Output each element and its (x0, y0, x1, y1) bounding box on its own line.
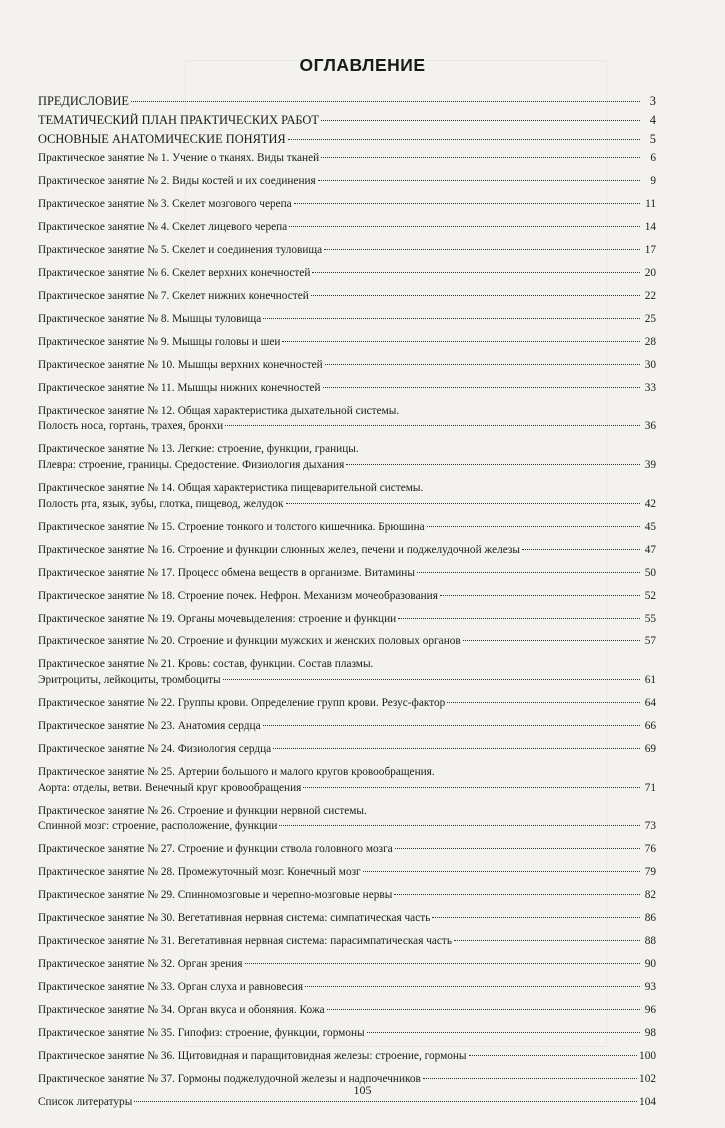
toc-entry-title: ОСНОВНЫЕ АНАТОМИЧЕСКИЕ ПОНЯТИЯ (38, 132, 286, 146)
toc-entry-title: Практическое занятие № 14. Общая характеристика пищеварительной системы. (38, 481, 424, 494)
toc-page-number: 5 (649, 132, 656, 146)
toc-entry-lesson[interactable] (38, 1049, 656, 1065)
dot-leader (288, 138, 640, 140)
toc-entry-title: Практическое занятие № 1. Учение о тканях. Виды тканей (38, 152, 320, 164)
toc-entry-lesson[interactable] (38, 404, 656, 435)
dot-leader (134, 1100, 637, 1102)
toc-entry-title: Практическое занятие № 4. Скелет лицевого черепа (38, 220, 288, 233)
dot-leader (263, 317, 640, 319)
dot-leader (131, 100, 640, 102)
toc-entry-title: Практическое занятие № 12. Общая характеристика дыхательной системы. (38, 404, 400, 417)
toc-page-number: 50 (644, 566, 656, 579)
toc-page-number: 36 (644, 420, 656, 433)
toc-page-number: 17 (644, 243, 656, 256)
toc-entry-lesson[interactable] (38, 566, 656, 582)
dot-leader (323, 386, 640, 388)
toc-entry-title: ПРЕДИСЛОВИЕ (38, 94, 129, 108)
dot-leader (367, 1031, 640, 1033)
toc-page-number: 66 (644, 720, 656, 733)
toc-page-number: 11 (645, 197, 656, 210)
toc-entry-lesson[interactable] (38, 612, 656, 628)
toc-entry-title: Практическое занятие № 25. Артерии большого и малого кругов кровообращения. (38, 766, 435, 778)
toc-page-number: 93 (644, 981, 656, 994)
toc-entry-title: ТЕМАТИЧЕСКИЙ ПЛАН ПРАКТИЧЕСКИХ РАБОТ (38, 113, 319, 127)
toc-entry-lesson[interactable] (38, 842, 656, 858)
toc-entry-title: Практическое занятие № 35. Гипофиз: строение, функции, гормоны (38, 1027, 365, 1040)
toc-entry-lesson[interactable] (38, 742, 656, 758)
toc-entry-title: Практическое занятие № 3. Скелет мозгового черепа (38, 197, 292, 210)
dot-leader (325, 363, 640, 365)
lesson-list (38, 151, 656, 1088)
toc-entry-title: Практическое занятие № 27. Строение и функции ствола головного мозга (38, 843, 393, 856)
toc-entry-lesson[interactable] (38, 243, 656, 259)
toc-entry-title: Плевра: строение, границы. Средостение. Физиология дыхания (38, 459, 345, 471)
dot-leader (432, 916, 640, 918)
dot-leader (303, 786, 640, 788)
toc-page-number: 73 (644, 820, 656, 833)
toc-entry-title: Практическое занятие № 10. Мышцы верхних конечностей (38, 358, 323, 371)
toc-entry-title: Практическое занятие № 7. Скелет нижних конечностей (38, 289, 309, 302)
dot-leader (363, 870, 640, 872)
toc-page-number: 98 (644, 1027, 656, 1040)
toc-entry-title: Практическое занятие № 37. Гормоны поджелудочной железы и надпочечников (38, 1073, 421, 1085)
toc-entry-lesson[interactable] (38, 381, 656, 397)
toc-page-number: 69 (644, 743, 656, 756)
dot-leader (225, 424, 640, 426)
toc-entry-lesson[interactable] (38, 543, 656, 559)
toc-page-number: 33 (644, 381, 656, 394)
toc-page-number: 20 (644, 266, 656, 279)
major-sections (38, 92, 656, 149)
toc-entry-lesson[interactable] (38, 481, 656, 512)
dot-leader (469, 1054, 638, 1056)
toc-entry-title: Практическое занятие № 32. Орган зрения (38, 958, 243, 971)
toc-entry-lesson[interactable] (38, 151, 656, 167)
toc-page-number: 90 (644, 958, 656, 971)
toc-entry-title: Практическое занятие № 28. Промежуточный мозг. Конечный мозг (38, 866, 361, 879)
toc-entry-major[interactable] (38, 111, 656, 130)
dot-leader (312, 271, 640, 273)
toc-entry-title: Практическое занятие № 24. Физиология сердца (38, 743, 272, 756)
toc-page-number: 6 (650, 152, 656, 164)
toc-page-number: 28 (644, 335, 656, 348)
toc-page-number: 55 (644, 612, 656, 625)
toc-page-number: 57 (644, 635, 656, 648)
toc-entry-major[interactable] (38, 130, 656, 149)
toc-entry-title: Практическое занятие № 11. Мышцы нижних конечностей (38, 381, 321, 394)
toc-entry-title: Практическое занятие № 30. Вегетативная нервная система: симпатическая часть (38, 912, 431, 925)
toc-entry-title: Практическое занятие № 33. Орган слуха и равновесия (38, 981, 304, 994)
toc-entry-lesson[interactable] (38, 266, 656, 282)
toc-entry-title: Практическое занятие № 15. Строение тонкого и толстого кишечника. Брюшина (38, 520, 425, 533)
toc-entry-lesson[interactable] (38, 657, 656, 688)
toc-entry-title: Практическое занятие № 36. Щитовидная и паращитовидная железы: строение, гормоны (38, 1050, 467, 1063)
toc-entry-major[interactable] (38, 92, 656, 111)
toc-entry-lesson[interactable] (38, 358, 656, 374)
toc-page-number: 96 (644, 1004, 656, 1017)
dot-leader (324, 248, 640, 250)
dot-leader (417, 571, 640, 573)
toc-page-number: 47 (644, 543, 656, 556)
toc-page-number: 25 (644, 312, 656, 325)
toc-entry-title: Практическое занятие № 23. Анатомия сердца (38, 720, 261, 733)
dot-leader (321, 119, 640, 121)
toc-page-number: 45 (644, 520, 656, 533)
dot-leader (318, 179, 640, 181)
toc-entry-lesson[interactable] (38, 1003, 656, 1019)
toc-entry-title: Практическое занятие № 5. Скелет и соединения туловища (38, 243, 323, 256)
toc-entry-lesson[interactable] (38, 634, 656, 650)
dot-leader (327, 1008, 640, 1010)
toc-entry-title: Практическое занятие № 6. Скелет верхних конечностей (38, 266, 311, 279)
dot-leader (223, 678, 640, 680)
toc-entry-title: Полость рта, язык, зубы, глотка, пищевод, желудок (38, 497, 284, 510)
toc-page-number: 102 (639, 1073, 656, 1085)
toc-entry-lesson[interactable] (38, 220, 656, 236)
toc-page-number: 71 (644, 781, 656, 794)
toc-entry-title: Спинной мозг: строение, расположение, функции (38, 820, 278, 833)
toc-page-number: 42 (644, 497, 656, 510)
toc-entry-title: Практическое занятие № 13. Легкие: строение, функции, границы. (38, 443, 359, 456)
toc-entry-title: Полость носа, гортань, трахея, бронхи (38, 420, 224, 433)
toc-entry-title: Практическое занятие № 20. Строение и функции мужских и женских половых органов (38, 635, 461, 648)
dot-leader (294, 202, 640, 204)
dot-leader (454, 939, 640, 941)
toc-page-number: 9 (650, 174, 656, 187)
toc-page-number: 14 (644, 220, 656, 233)
toc-entry-lesson[interactable] (38, 765, 656, 796)
toc-page-number: 88 (644, 935, 656, 948)
dot-leader (289, 225, 640, 227)
toc-entry-lesson[interactable] (38, 911, 656, 927)
toc-page-number: 64 (644, 697, 656, 710)
toc-entry-lesson[interactable] (38, 174, 656, 190)
toc-entry-title: Практическое занятие № 31. Вегетативная нервная система: парасимпатическая часть (38, 935, 453, 948)
dot-leader (282, 340, 640, 342)
page-title: ОГЛАВЛЕНИЕ (299, 55, 426, 75)
dot-leader (398, 617, 640, 619)
toc-page-number: 52 (644, 589, 656, 602)
dot-leader (263, 724, 640, 726)
toc-entry-lesson[interactable] (38, 1026, 656, 1042)
toc-entry-title: Эритроциты, лейкоциты, тромбоциты (38, 674, 221, 687)
dot-leader (321, 156, 640, 158)
dot-leader (273, 747, 640, 749)
dot-leader (279, 824, 640, 826)
toc-entry-lesson[interactable] (38, 520, 656, 536)
table-of-contents (38, 92, 656, 1118)
toc-entry-lesson[interactable] (38, 312, 656, 328)
toc-entry-lesson[interactable] (38, 980, 656, 996)
dot-leader (311, 294, 640, 296)
dot-leader (245, 962, 641, 964)
toc-entry-title: Практическое занятие № 19. Органы мочевыделения: строение и функции (38, 612, 397, 625)
toc-entry-lesson[interactable] (38, 804, 656, 835)
toc-page-number: 22 (644, 289, 656, 302)
toc-page-number: 76 (644, 843, 656, 856)
dot-leader (346, 463, 640, 465)
dot-leader (440, 594, 640, 596)
dot-leader (423, 1077, 637, 1079)
toc-entry-lesson[interactable] (38, 197, 656, 213)
toc-page-number: 39 (644, 459, 656, 471)
toc-entry-title: Практическое занятие № 17. Процесс обмена веществ в организме. Витамины (38, 566, 415, 579)
toc-entry-title: Практическое занятие № 2. Виды костей и их соединения (38, 174, 316, 187)
toc-entry-lesson[interactable] (38, 888, 656, 904)
dot-leader (522, 548, 640, 550)
toc-page-number: 79 (644, 866, 656, 879)
toc-entry-lesson[interactable] (38, 957, 656, 973)
toc-entry-title: Практическое занятие № 22. Группы крови. Определение групп крови. Резус-фактор (38, 697, 446, 710)
toc-entry-lesson[interactable] (38, 719, 656, 735)
toc-entry-lesson[interactable] (38, 696, 656, 712)
toc-entry-lesson[interactable] (38, 934, 656, 950)
toc-page-number: 3 (649, 94, 656, 108)
toc-page-number: 82 (644, 889, 656, 902)
toc-entry-title: Практическое занятие № 18. Строение почек. Нефрон. Механизм мочеобразования (38, 589, 438, 602)
dot-leader (305, 985, 640, 987)
toc-page-number: 4 (649, 113, 656, 127)
toc-entry-lesson[interactable] (38, 335, 656, 351)
toc-page-number: 100 (639, 1050, 656, 1063)
toc-entry-title: Практическое занятие № 26. Строение и функции нервной системы. (38, 804, 367, 817)
toc-page-number: 104 (639, 1095, 656, 1108)
toc-entry-lesson[interactable] (38, 589, 656, 605)
toc-entry-title: Практическое занятие № 34. Орган вкуса и обоняния. Кожа (38, 1004, 325, 1017)
toc-entry-title: Практическое занятие № 29. Спинномозговые и черепно-мозговые нервы (38, 889, 393, 902)
toc-entry-title: Практическое занятие № 8. Мышцы туловища (38, 312, 262, 325)
dot-leader (395, 847, 640, 849)
dot-leader (463, 639, 640, 641)
toc-entry-title: Практическое занятие № 21. Кровь: состав, функции. Состав плазмы. (38, 658, 374, 671)
toc-entry-lesson[interactable] (38, 442, 656, 473)
toc-entry-title: Аорта: отделы, ветви. Венечный круг кровообращения (38, 781, 302, 794)
toc-entry-lesson[interactable] (38, 865, 656, 881)
dot-leader (447, 701, 640, 703)
toc-page-number: 86 (644, 912, 656, 925)
toc-entry-lesson[interactable] (38, 289, 656, 305)
toc-entry-title: Практическое занятие № 16. Строение и функции слюнных желез, печени и поджелудочной железы (38, 543, 520, 556)
dot-leader (427, 525, 640, 527)
toc-entry-title: Практическое занятие № 9. Мышцы головы и шеи (38, 335, 281, 348)
toc-entry-title: Список литературы (38, 1095, 133, 1108)
dot-leader (286, 502, 640, 504)
dot-leader (394, 893, 640, 895)
page-number: 105 (353, 1083, 372, 1097)
toc-page-number: 30 (644, 358, 656, 371)
toc-page-number: 61 (644, 674, 656, 687)
